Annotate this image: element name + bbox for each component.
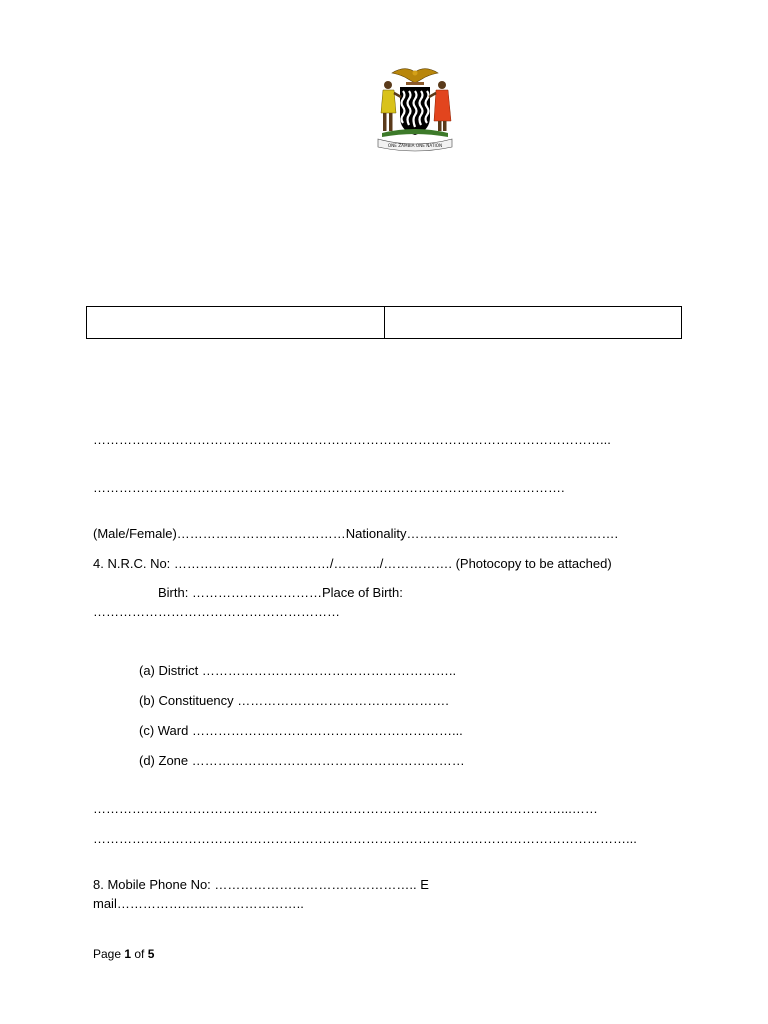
male-figure-icon: [381, 81, 401, 131]
nrc-line[interactable]: 4. N.R.C. No: ………………………………/………../……………. (Photocopy to be attached): [93, 556, 612, 571]
ward-line[interactable]: (c) Ward ……………………………………………………...: [139, 723, 463, 738]
header-cell-left[interactable]: [87, 307, 384, 338]
shield-icon: [400, 87, 430, 135]
address-line-2[interactable]: ……………………………………………………………………………………………………………...: [93, 831, 637, 846]
constituency-line[interactable]: (b) Constituency ………………………………………….: [139, 693, 449, 708]
gender-nationality-line[interactable]: (Male/Female)…………………………………Nationality………………………………………….: [93, 526, 619, 541]
page-prefix: Page: [93, 947, 125, 961]
coat-of-arms-icon: [370, 63, 460, 153]
email-line[interactable]: mail…………….…..…………………..: [93, 896, 304, 911]
birth-line[interactable]: Birth: …………………………Place of Birth:: [158, 585, 403, 600]
header-table: [86, 306, 682, 339]
female-figure-icon: [429, 81, 451, 131]
header-cell-right[interactable]: [384, 307, 682, 338]
motto-ribbon: [378, 139, 452, 151]
address-line-1[interactable]: ………………………………………………………………………………………………...……: [93, 801, 598, 816]
form-line-2[interactable]: ……………………………………………………………………………………………….: [93, 480, 565, 495]
zone-line[interactable]: (d) Zone ………………………………………………………: [139, 753, 465, 768]
eagle-icon: [392, 69, 438, 85]
svg-text:ONE ZAMBIA ONE NATION: ONE ZAMBIA ONE NATION: [387, 143, 443, 148]
birth-place-cont[interactable]: …………………………………………………: [93, 604, 340, 619]
district-line[interactable]: (a) District …………………………………………………..: [139, 663, 457, 678]
page-sep: of: [131, 947, 148, 961]
page-current: 1: [124, 947, 132, 961]
mobile-phone-line[interactable]: 8. Mobile Phone No: ……………………………………….. E: [93, 877, 429, 892]
page-total: 5: [147, 947, 155, 961]
form-line-1[interactable]: ………………………………………………………………………………………………………...: [93, 432, 611, 447]
page-number: [93, 947, 154, 961]
